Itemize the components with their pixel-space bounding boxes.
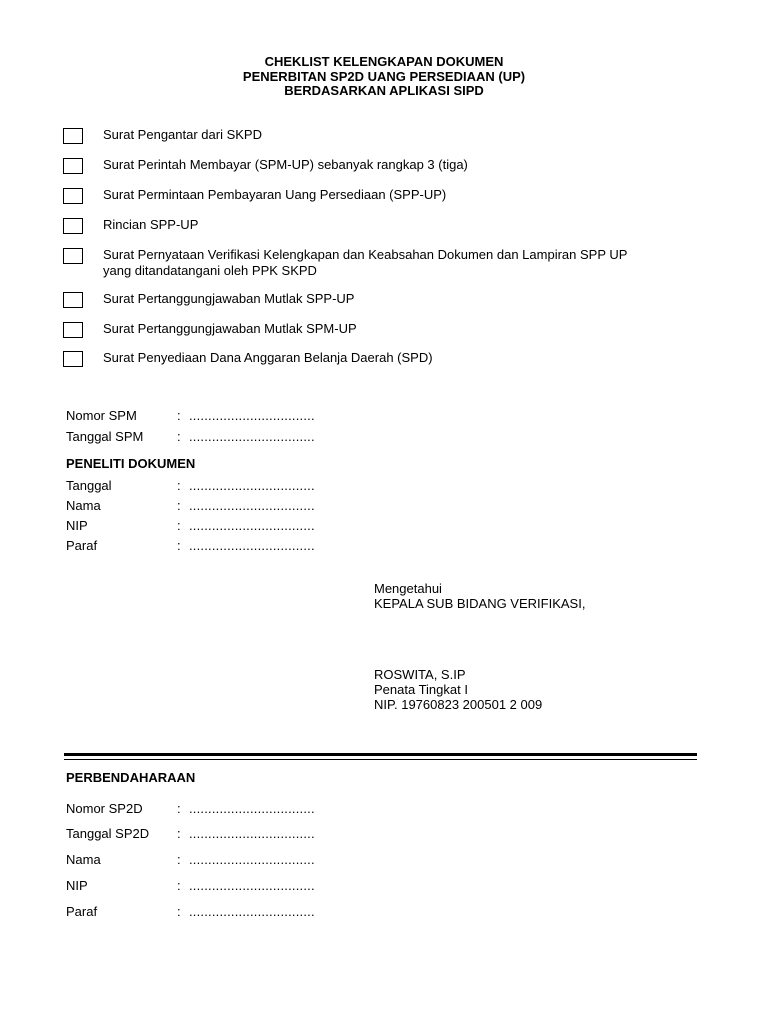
field-blank[interactable]: .................................: [189, 478, 315, 493]
checklist-item-label-continued: yang ditandatangani oleh PPK SKPD: [103, 263, 317, 278]
field-blank[interactable]: .................................: [189, 429, 315, 444]
field-colon: :: [177, 801, 181, 816]
field-blank[interactable]: .................................: [189, 801, 315, 816]
field-colon: :: [177, 904, 181, 919]
field-label: Tanggal: [66, 478, 112, 493]
field-label: Paraf: [66, 904, 98, 919]
checklist-item-label: Surat Penyediaan Dana Anggaran Belanja Daerah (SPD): [103, 350, 433, 365]
signature-name: ROSWITA, S.IP: [374, 667, 466, 682]
field-label: NIP: [66, 878, 88, 893]
checkbox[interactable]: [63, 218, 83, 234]
checklist-item-label: Surat Pengantar dari SKPD: [103, 127, 262, 142]
field-blank[interactable]: .................................: [189, 498, 315, 513]
section-heading-perbendaharaan: PERBENDAHARAAN: [66, 770, 196, 785]
checkbox[interactable]: [63, 248, 83, 264]
section-divider-thin: [64, 759, 697, 760]
title-line-1: CHEKLIST KELENGKAPAN DOKUMEN: [264, 54, 504, 69]
field-blank[interactable]: .................................: [189, 904, 315, 919]
checkbox[interactable]: [63, 188, 83, 204]
field-colon: :: [177, 498, 181, 513]
field-colon: :: [177, 518, 181, 533]
field-blank[interactable]: .................................: [189, 826, 315, 841]
field-blank[interactable]: .................................: [189, 408, 315, 423]
checklist-item-label: Surat Pertanggungjawaban Mutlak SPP-UP: [103, 291, 355, 306]
checklist-item-label: Rincian SPP-UP: [103, 217, 199, 232]
field-colon: :: [177, 408, 181, 423]
checklist-item-label: Surat Perintah Membayar (SPM-UP) sebanyak rangkap 3 (tiga): [103, 157, 468, 172]
field-colon: :: [177, 826, 181, 841]
checkbox[interactable]: [63, 322, 83, 338]
checklist-item-label: Surat Permintaan Pembayaran Uang Persediaan (SPP-UP): [103, 187, 447, 202]
field-colon: :: [177, 429, 181, 444]
field-blank[interactable]: .................................: [189, 518, 315, 533]
field-label: Tanggal SP2D: [66, 826, 150, 841]
field-colon: :: [177, 852, 181, 867]
field-blank[interactable]: .................................: [189, 538, 315, 553]
checkbox[interactable]: [63, 351, 83, 367]
field-label: Nama: [66, 498, 101, 513]
checkbox[interactable]: [63, 292, 83, 308]
field-label: Nomor SPM: [66, 408, 137, 423]
field-colon: :: [177, 878, 181, 893]
field-label: Tanggal SPM: [66, 429, 144, 444]
field-label: Nomor SP2D: [66, 801, 143, 816]
section-divider-thick: [64, 753, 697, 756]
signature-rank: Penata Tingkat I: [374, 682, 468, 697]
checkbox[interactable]: [63, 158, 83, 174]
field-colon: :: [177, 538, 181, 553]
field-label: NIP: [66, 518, 88, 533]
checklist-item-label: Surat Pertanggungjawaban Mutlak SPM-UP: [103, 321, 357, 336]
title-line-2: PENERBITAN SP2D UANG PERSEDIAAN (UP): [242, 68, 526, 84]
section-heading-peneliti: PENELITI DOKUMEN: [66, 456, 196, 471]
checklist-item-label: Surat Pernyataan Verifikasi Kelengkapan dan Keabsahan Dokumen dan Lampiran SPP UP: [103, 247, 628, 262]
field-colon: :: [177, 478, 181, 493]
field-label: Nama: [66, 852, 101, 867]
document-title: [0, 55, 768, 99]
field-label: Paraf: [66, 538, 98, 553]
signature-position: KEPALA SUB BIDANG VERIFIKASI,: [374, 596, 586, 611]
checkbox[interactable]: [63, 128, 83, 144]
field-blank[interactable]: .................................: [189, 878, 315, 893]
signature-mengetahui: Mengetahui: [374, 581, 442, 596]
signature-nip: NIP. 19760823 200501 2 009: [374, 697, 543, 712]
title-line-3: BERDASARKAN APLIKASI SIPD: [284, 83, 484, 98]
field-blank[interactable]: .................................: [189, 852, 315, 867]
